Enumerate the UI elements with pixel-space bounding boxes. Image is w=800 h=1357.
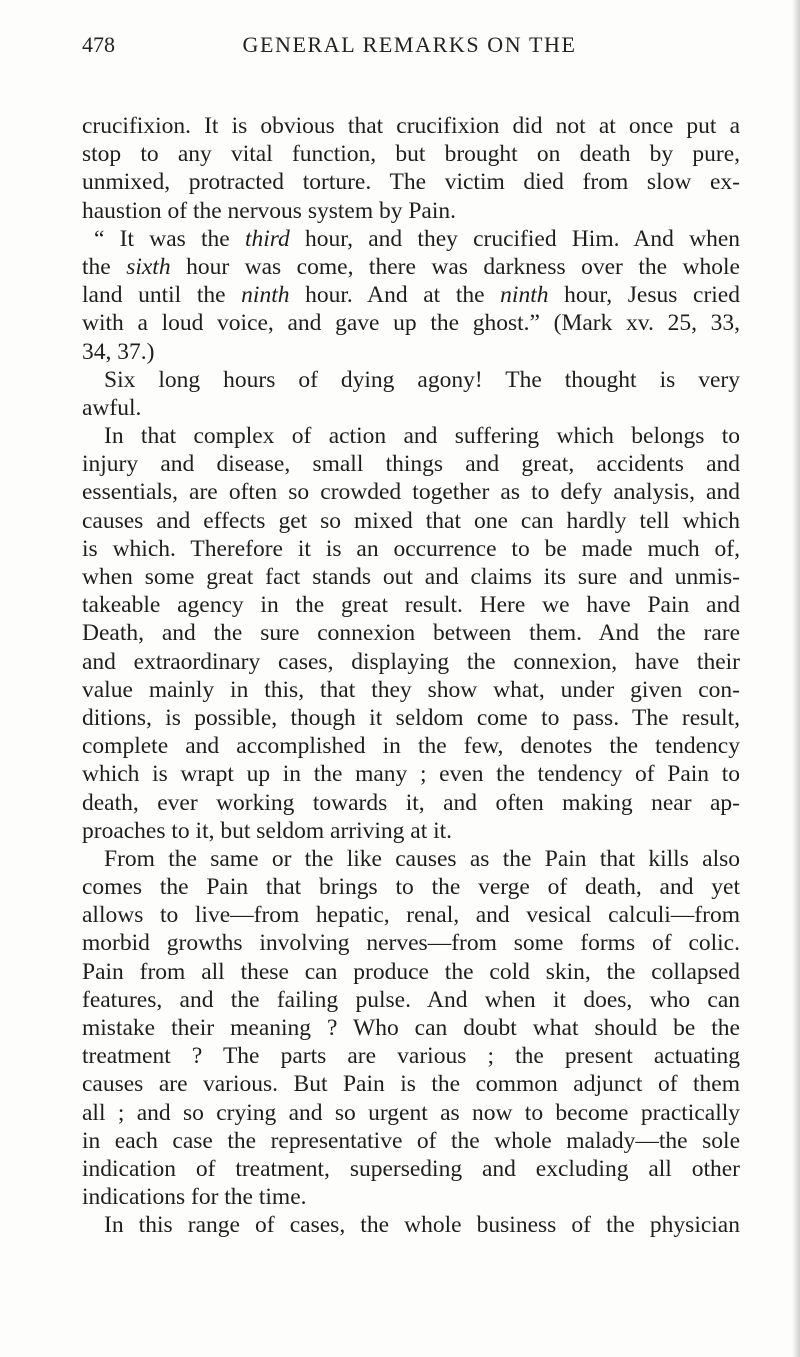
text-line: when some great fact stands out and claims its sure and unmis-: [82, 564, 740, 590]
text-segment: hour, Jesus cried: [548, 282, 740, 309]
text-line: and extraordinary cases, displaying the connexion, have their: [82, 648, 740, 675]
body-text: [82, 112, 740, 1240]
text-line: Six long hours of dying agony! The thought is very: [104, 366, 740, 393]
text-line: takeable agency in the great result. Here we have Pain and: [82, 592, 740, 619]
page-edge-shadow: [792, 0, 800, 1357]
text-line: morbid growths involving nerves—from some forms of colic.: [82, 930, 740, 957]
text-line: Pain from all these can produce the cold skin, the collapsed: [82, 958, 740, 985]
text-line: which is wrapt up in the many ; even the tendency of Pain to: [82, 761, 740, 788]
text-line: mistake their meaning ? Who can doubt what should be the: [82, 1015, 740, 1041]
text-line: awful.: [82, 394, 142, 421]
text-line: From the same or the like causes as the Pain that kills also: [104, 845, 740, 872]
text-line: is which. Therefore it is an occurrence to be made much of,: [82, 535, 740, 562]
text-line: proaches to it, but seldom arriving at it.: [82, 817, 453, 844]
italic-word: third: [244, 225, 290, 252]
italic-word: sixth: [126, 253, 171, 280]
italic-word: ninth: [241, 282, 290, 309]
text-line: [82, 253, 740, 281]
text-segment: land until the: [82, 282, 242, 309]
text-segment: hour. And at the: [289, 282, 501, 309]
text-line: injury and disease, small things and great, accidents and: [82, 451, 740, 478]
running-head: GENERAL REMARKS ON THE: [242, 32, 577, 57]
text-line: causes are various. But Pain is the common adjunct of them: [82, 1071, 740, 1098]
page-number: 478: [82, 32, 115, 57]
text-line: crucifixion. It is obvious that crucifixion did not at once put a: [82, 113, 740, 139]
text-line: stop to any vital function, but brought on death by pure,: [82, 141, 740, 168]
text-line: essentials, are often so crowded together as to defy analysis, and: [82, 479, 740, 506]
text-line: In this range of cases, the whole business of the physician: [104, 1212, 740, 1239]
text-line: treatment ? The parts are various ; the present actuating: [82, 1043, 740, 1070]
italic-word: ninth: [500, 282, 549, 309]
text-line: unmixed, protracted torture. The victim died from slow ex-: [82, 169, 740, 196]
text-line: comes the Pain that brings to the verge of death, and yet: [82, 874, 740, 901]
text-line: in each case the representative of the whole malady—the sole: [82, 1127, 740, 1154]
text-line: Death, and the sure connexion between them. And the rare: [82, 620, 740, 647]
text-segment: the: [82, 253, 127, 280]
text-segment: hour, and they crucified Him. And when: [289, 225, 740, 252]
text-line: complete and accomplished in the few, denotes the tendency: [82, 733, 740, 760]
text-line: indications for the time.: [82, 1184, 307, 1211]
text-line: ditions, is possible, though it seldom come to pass. The result,: [82, 704, 740, 731]
text-line: allows to live—from hepatic, renal, and vesical calculi—from: [82, 902, 740, 929]
text-line: [82, 281, 740, 309]
text-line: [82, 225, 740, 253]
text-line: all ; and so crying and so urgent as now to become practically: [82, 1099, 740, 1126]
text-line: death, ever working towards it, and often making near ap-: [82, 789, 740, 816]
text-segment: hour was come, there was darkness over the whole: [170, 253, 740, 280]
text-line: causes and effects get so mixed that one can hardly tell which: [82, 507, 740, 534]
text-line: haustion of the nervous system by Pain.: [82, 197, 457, 224]
text-line: features, and the failing pulse. And when it does, who can: [82, 986, 740, 1013]
text-segment: “ It was the: [94, 225, 245, 252]
text-line: value mainly in this, that they show what, under given con-: [82, 676, 740, 703]
text-line: In that complex of action and suffering which belongs to: [104, 423, 740, 450]
page-header: [82, 32, 737, 62]
text-line: indication of treatment, superseding and excluding all other: [82, 1155, 740, 1182]
text-line: with a loud voice, and gave up the ghost.” (Mark xv. 25, 33,: [82, 310, 740, 337]
text-line: 34, 37.): [82, 338, 155, 365]
